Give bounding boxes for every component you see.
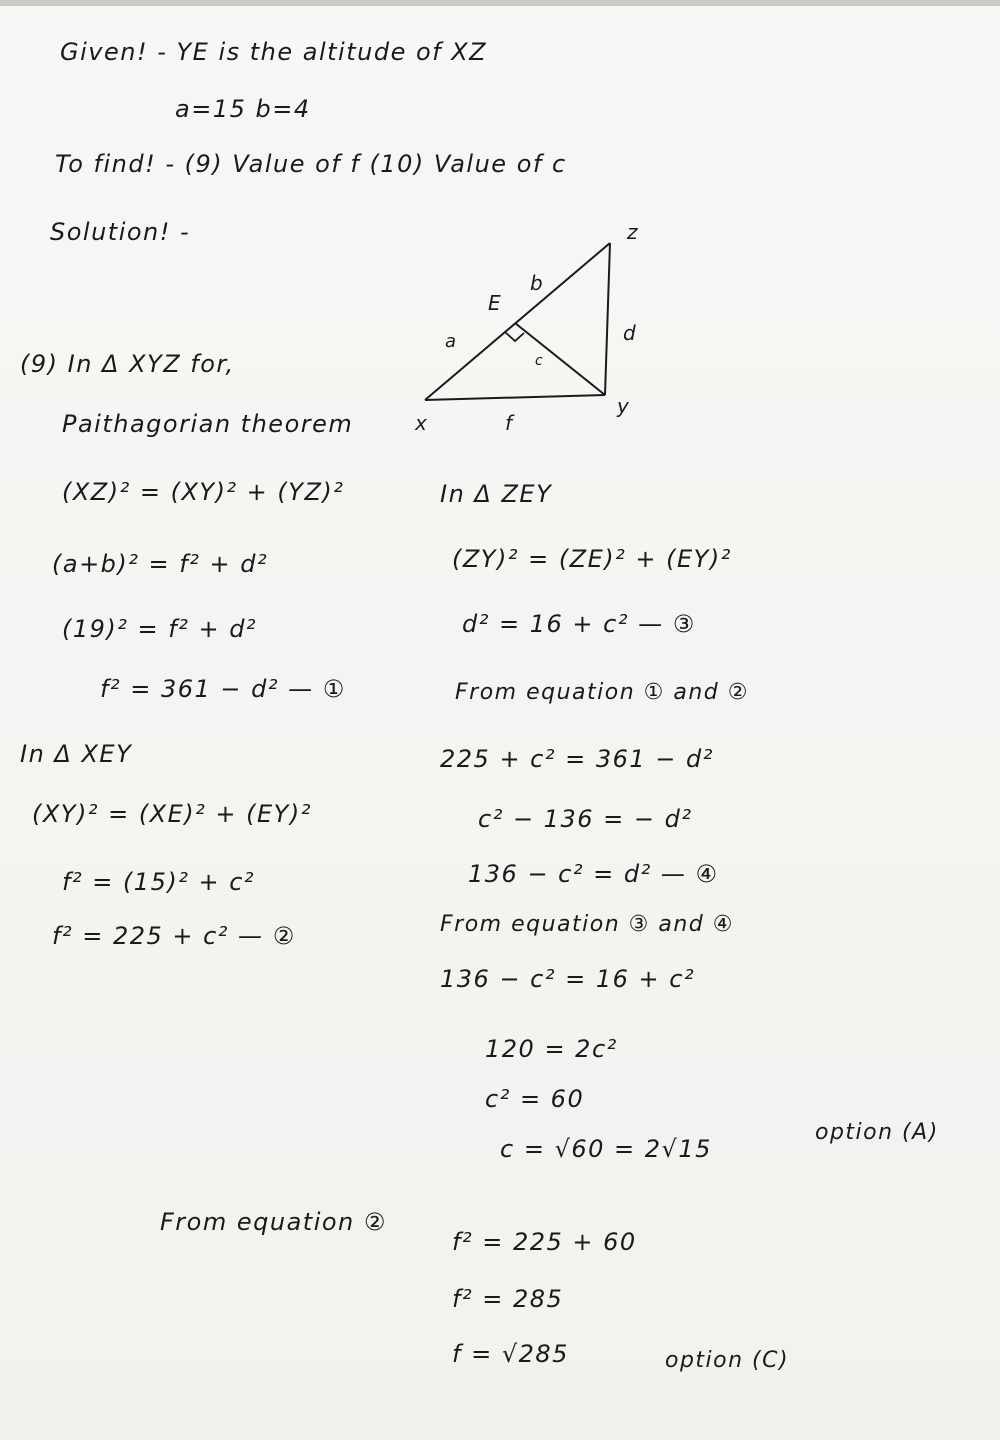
- left-step-1: (9) In Δ XYZ for,: [20, 350, 235, 378]
- from-equation-line: From equation ②: [160, 1208, 387, 1236]
- label-x: x: [415, 411, 427, 435]
- left-step-7: In Δ XEY: [20, 740, 133, 768]
- label-b: b: [530, 271, 543, 295]
- right-step-7: 136 − c² = d² — ④: [468, 860, 719, 888]
- result-line-2: c² = 60: [485, 1085, 585, 1113]
- right-step-1: In Δ ZEY: [440, 480, 553, 508]
- left-step-9: f² = (15)² + c²: [62, 868, 256, 896]
- label-d: d: [623, 321, 636, 345]
- given-line: Given! - YE is the altitude of XZ: [60, 38, 488, 66]
- right-step-2: (ZY)² = (ZE)² + (EY)²: [452, 545, 732, 573]
- right-angle-mark: [505, 332, 524, 341]
- altitude-ye: [515, 323, 605, 395]
- right-step-4: From equation ① and ②: [455, 680, 749, 705]
- page-top-edge: [0, 0, 1000, 6]
- label-f: f: [505, 411, 513, 435]
- label-y: y: [617, 394, 629, 418]
- right-step-9: 136 − c² = 16 + c²: [440, 965, 696, 993]
- to-find-line: To find! - (9) Value of f (10) Value of c: [55, 150, 567, 178]
- right-step-5: 225 + c² = 361 − d²: [440, 745, 714, 773]
- triangle-diagram: [405, 215, 675, 440]
- right-step-6: c² − 136 = − d²: [478, 805, 693, 833]
- right-step-3: d² = 16 + c² — ③: [462, 610, 696, 638]
- given-values: a=15 b=4: [175, 95, 311, 123]
- right-step-8: From equation ③ and ④: [440, 912, 734, 937]
- answer-option-a: option (A): [815, 1120, 939, 1145]
- left-step-3: (XZ)² = (XY)² + (YZ)²: [62, 478, 345, 506]
- label-c: c: [535, 353, 543, 369]
- answer-option-c: option (C): [665, 1348, 790, 1373]
- left-step-4: (a+b)² = f² + d²: [52, 550, 269, 578]
- f-line-3: f = √285: [452, 1340, 569, 1368]
- left-step-8: (XY)² = (XE)² + (EY)²: [32, 800, 312, 828]
- result-line-1: 120 = 2c²: [485, 1035, 618, 1063]
- f-line-1: f² = 225 + 60: [452, 1228, 637, 1256]
- label-z: z: [627, 220, 638, 244]
- left-step-5: (19)² = f² + d²: [62, 615, 258, 643]
- f-line-2: f² = 285: [452, 1285, 564, 1313]
- solution-heading: Solution! -: [50, 218, 191, 246]
- result-line-3: c = √60 = 2√15: [500, 1135, 712, 1163]
- side-xy: [425, 395, 605, 400]
- left-step-10: f² = 225 + c² — ②: [52, 922, 296, 950]
- side-zy: [605, 243, 610, 395]
- left-step-2: Paithagorian theorem: [62, 410, 354, 438]
- label-a: a: [445, 331, 457, 352]
- left-step-6: f² = 361 − d² — ①: [100, 675, 346, 703]
- label-e: E: [488, 291, 501, 315]
